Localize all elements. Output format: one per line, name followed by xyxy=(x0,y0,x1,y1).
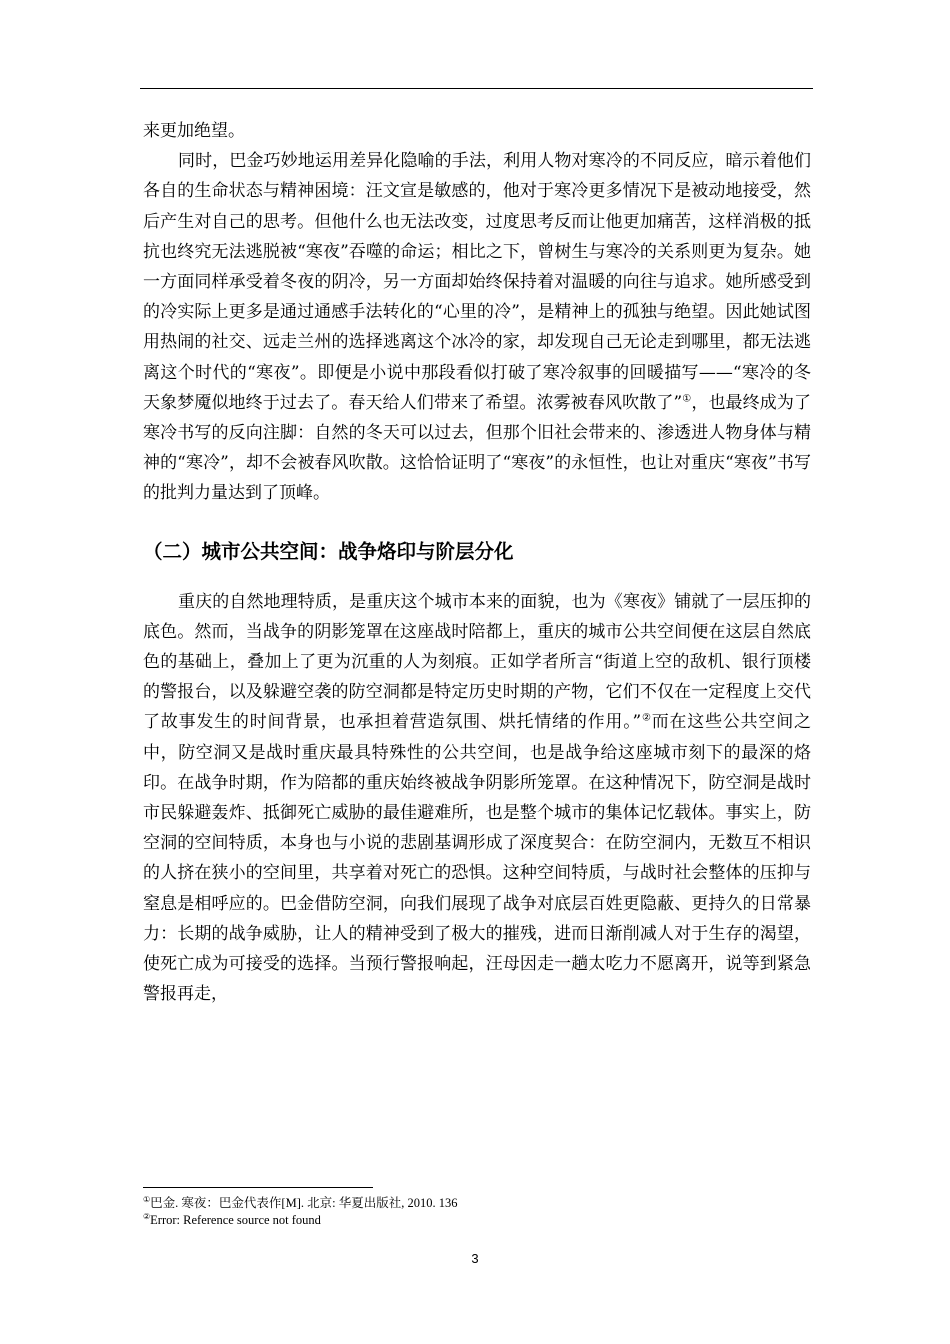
footnote-2 xyxy=(143,1212,811,1229)
footnote-text: 巴金. 寒夜：巴金代表作[M]. 北京: 华夏出版社, 2010. 136 xyxy=(150,1196,458,1210)
paragraph-text: 重庆的自然地理特质，是重庆这个城市本来的面貌，也为《寒夜》铺就了一层压抑的底色。然而，当战争的阴影笼罩在这座战时陪都上，重庆的城市公共空间便在这层自然底色的基础上，叠加上了更为沉重的人为刻痕。正如学者所言“街道上空的敌机、银行顶楼的警报台，以及躲避空袭的防空洞都是特定历史时期的产物，它们不仅在一定程度上交代了故事发生的时间背景，也承担着营造氛围、烘托情绪的作用。” xyxy=(143,591,811,733)
footnote-text: Error: Reference source not found xyxy=(150,1213,321,1227)
paragraph-text: ，也最终成为了寒冷书写的反向注脚：自然的冬天可以过去，但那个旧社会带来的、渗透进人物身体与精神的“寒冷”，却不会被春风吹散。这恰恰证明了“寒夜”的永恒性，也让对重庆“寒夜”书写的批判力量达到了顶峰。 xyxy=(143,392,811,504)
footnotes xyxy=(143,1195,811,1229)
footnote-ref-2[interactable]: ② xyxy=(641,712,652,724)
page-number: 3 xyxy=(471,1251,479,1266)
header-rule xyxy=(140,88,813,89)
footnote-marker: ② xyxy=(143,1211,151,1221)
body-text xyxy=(143,116,811,1009)
paragraph-cold-metaphor xyxy=(143,146,811,508)
paragraph-continuation xyxy=(143,116,811,146)
footnote-1 xyxy=(143,1195,811,1212)
footnote-ref-1[interactable]: ① xyxy=(682,393,692,405)
footnote-separator xyxy=(143,1187,373,1188)
paragraph-public-space xyxy=(143,587,811,1010)
paragraph-text: 而在这些公共空间之中，防空洞又是战时重庆最具特殊性的公共空间，也是战争给这座城市刻下的最深的烙印。在战争时期，作为陪都的重庆始终被战争阴影所笼罩。在这种情况下，防空洞是战时市民躲避轰炸、抵御死亡威胁的最佳避难所，也是整个城市的集体记忆载体。事实上，防空洞的空间特质，本身也与小说的悲剧基调形成了深度契合：在防空洞内，无数互不相识的人挤在狭小的空间里，共享着对死亡的恐惧。这种空间特质，与战时社会整体的压抑与窒息是相呼应的。巴金借防空洞，向我们展现了战争对底层百姓更隐蔽、更持久的日常暴力：长期的战争威胁，让人的精神受到了极大的摧残，进而日渐削减人对于生存的渴望，使死亡成为可接受的选择。当预行警报响起，汪母因走一趟太吃力不愿离开，说等到紧急警报再走， xyxy=(143,712,811,1005)
footnote-marker: ① xyxy=(143,1194,151,1204)
paragraph-text: 同时，巴金巧妙地运用差异化隐喻的手法，利用人物对寒冷的不同反应，暗示着他们各自的生命状态与精神困境：汪文宣是敏感的，他对于寒冷更多情况下是被动地接受，然后产生对自己的思考。但他什么也无法改变，过度思考反而让他更加痛苦，这样消极的抵抗也终究无法逃脱被“寒夜”吞噬的命运；相比之下，曾树生与寒冷的关系则更为复杂。她一方面同样承受着冬夜的阴冷，另一方面却始终保持着对温暖的向往与追求。她所感受到的冷实际上更多是通过通感手法转化的“心里的冷”，是精神上的孤独与绝望。因此她试图用热闹的社交、远走兰州的选择逃离这个冰冷的家，却发现自己无论走到哪里，都无法逃离这个时代的“寒夜”。即便是小说中那段看似打破了寒冷叙事的回暖描写——“寒冷的冬天象梦魇似地终于过去了。春天给人们带来了希望。浓雾被春风吹散了” xyxy=(143,151,811,413)
section-heading: （二）城市公共空间：战争烙印与阶层分化 xyxy=(143,539,514,563)
paragraph-text: 来更加绝望。 xyxy=(143,121,245,141)
